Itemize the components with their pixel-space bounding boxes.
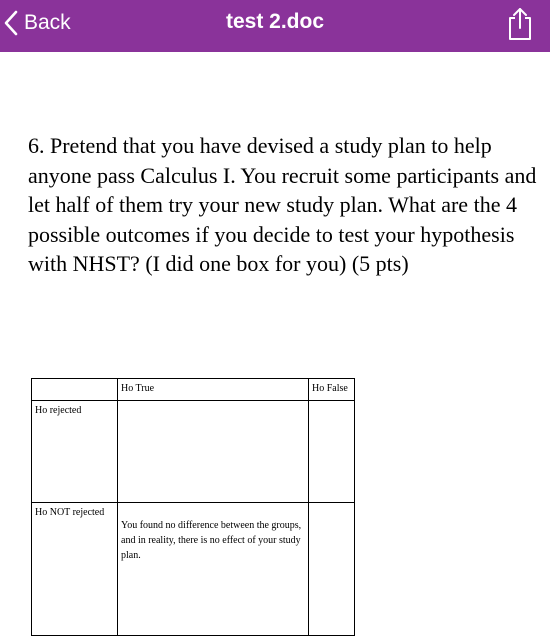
table-corner-cell xyxy=(32,379,118,401)
back-label: Back xyxy=(24,11,71,34)
share-icon xyxy=(506,29,534,46)
answer-cell xyxy=(309,401,355,503)
answer-cell xyxy=(309,503,355,636)
navigation-bar xyxy=(0,0,550,52)
outcomes-table xyxy=(31,378,355,636)
table-row xyxy=(32,503,355,636)
answer-cell xyxy=(118,401,309,503)
back-button[interactable] xyxy=(4,6,71,40)
example-answer-text: You found no difference between the groups, and in reality, there is no effect of your study plan. xyxy=(121,520,302,561)
column-header-ho-true: Ho True xyxy=(118,379,309,401)
row-header-ho-not-rejected: Ho NOT rejected xyxy=(32,503,118,636)
document-title: test 2.doc xyxy=(225,10,325,33)
table-header-row xyxy=(32,379,355,401)
row-header-ho-rejected: Ho rejected xyxy=(32,401,118,503)
share-button[interactable] xyxy=(506,6,534,42)
column-header-ho-false: Ho False xyxy=(309,379,355,401)
table-row xyxy=(32,401,355,503)
chevron-left-icon xyxy=(4,10,18,36)
question-text: 6. Pretend that you have devised a study plan to help anyone pass Calculus I. You recruit some participants and let half of them try your new study plan. What are the 4 possible outcomes if you decide to test your hypothesis with NHST? (I did one box for you) (5 pts) xyxy=(28,133,537,276)
answer-cell xyxy=(118,503,309,636)
